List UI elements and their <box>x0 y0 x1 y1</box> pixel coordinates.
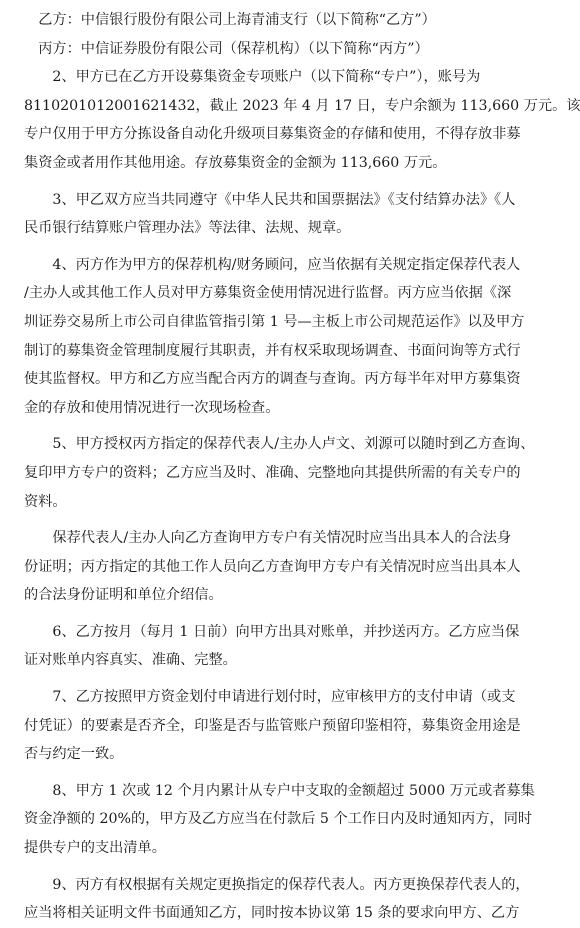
text-line: 使其监督权。甲方和乙方应当配合丙方的调查与查询。丙方每半年对甲方募集资 <box>24 371 521 388</box>
paragraph-gap <box>24 243 510 251</box>
paragraph-gap <box>24 422 510 430</box>
text-line: /主办人或其他工作人员对甲方募集资金使用情况进行监督。丙方应当依据《深 <box>24 285 512 302</box>
text-line: 9、丙方有权根据有关规定更换指定的保荐代表人。丙方更换保荐代表人的， <box>52 876 530 893</box>
paragraph-gap <box>24 769 510 777</box>
text-line: 金的存放和使用情况进行一次现场检查。 <box>24 399 280 416</box>
text-line: 乙方：中信银行股份有限公司上海青浦支行（以下简称“乙方”） <box>38 12 436 28</box>
text-line: 否与约定一致。 <box>24 746 124 763</box>
text-line: 资料。 <box>24 493 67 510</box>
text-line: 4、丙方作为甲方的保荐机构/财务顾问，应当依据有关规定指定保荐代表人 <box>52 256 521 273</box>
text-line: 民币银行结算账户管理办法》等法律、法规、规章。 <box>24 220 351 237</box>
text-line: 3、甲乙双方应当共同遵守《中华人民共和国票据法》《支付结算办法》《人 <box>52 191 516 208</box>
text-line: 复印甲方专户的资料；乙方应当及时、准确、完整地向其提供所需的有关专户的 <box>24 464 521 481</box>
text-line: 2、甲方已在乙方开设募集资金专项账户（以下简称“专户”），账号为 <box>52 69 481 86</box>
text-line: 制订的募集资金管理制度履行其职责，并有权采取现场调查、书面问询等方式行 <box>24 342 521 359</box>
paragraph-gap <box>24 610 510 618</box>
text-line: 6、乙方按月（每月 1 日前）向甲方出具对账单，并抄送丙方。乙方应当保 <box>52 623 520 640</box>
text-line: 提供专户的支出清单。 <box>24 840 166 857</box>
text-line: 7、乙方按照甲方资金划付申请进行划付时，应审核甲方的支付申请（或支 <box>52 689 516 706</box>
text-line: 证对账单内容真实、准确、完整。 <box>24 652 237 669</box>
text-line: 应当将相关证明文件书面通知乙方，同时按本协议第 15 条的要求向甲方、乙方 <box>24 905 520 922</box>
text-line: 5、甲方授权丙方指定的保荐代表人/主办人卢文、刘源可以随时到乙方查询、 <box>52 436 535 453</box>
text-line: 份证明；丙方指定的其他工作人员向乙方查询甲方专户有关情况时应当出具本人 <box>24 558 521 575</box>
text-line: 丙方：中信证券股份有限公司（保荐机构）（以下简称“丙方”） <box>38 40 429 57</box>
paragraph-gap <box>24 675 510 683</box>
paragraph-gap <box>24 516 510 524</box>
text-line: 的合法身份证明和单位介绍信。 <box>24 587 223 604</box>
text-line: 专户仅用于甲方分拣设备自动化升级项目募集资金的存储和使用，不得存放非募 <box>24 126 521 143</box>
text-line: 付凭证）的要素是否齐全，印鉴是否与监管账户预留印鉴相符，募集资金用途是 <box>24 717 521 734</box>
paragraph-gap <box>24 863 510 871</box>
text-line: 圳证券交易所上市公司自律监管指引第 1 号—主板上市公司规范运作》以及甲方 <box>24 313 525 330</box>
text-line: 保荐代表人/主办人向乙方查询甲方专户有关情况时应当出具本人的合法身 <box>52 530 512 547</box>
text-line: 8110201012001621432，截止 2023 年 4 月 17 日，专户余额为 113,660 万元。该 <box>24 97 580 114</box>
text-line: 8、甲方 1 次或 12 个月内累计从专户中支取的金额超过 5000 万元或者募集 <box>52 782 535 799</box>
text-line: 集资金或者用作其他用途。存放募集资金的金额为 113,660 万元。 <box>24 154 447 171</box>
paragraph-gap <box>24 178 510 186</box>
text-line: 资金净额的 20%的，甲方及乙方应当在付款后 5 个工作日内及时通知丙方，同时 <box>24 811 533 828</box>
